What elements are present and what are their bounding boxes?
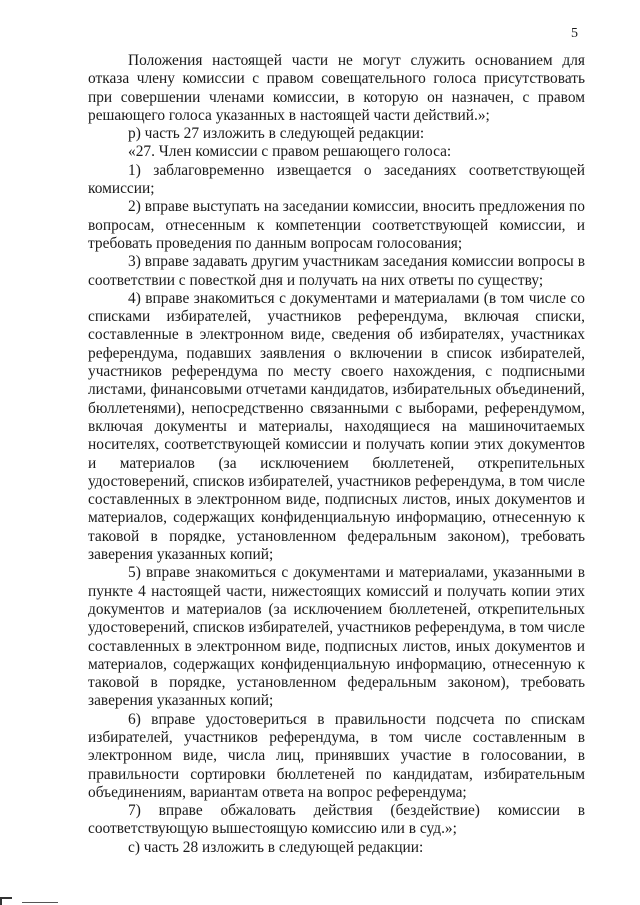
page-number: 5	[571, 26, 578, 41]
paragraph-item-2: 2) вправе выступать на заседании комиссии, вносить предложения по вопросам, отнесенным к компетенции соответствующей комиссии, и требовать проведения по данным вопросам голосования;	[88, 198, 585, 252]
paragraph-item-5: 5) вправе знакомиться с документами и материалами, указанными в пункте 4 настоящей части, нижестоящих комиссий и получать копии этих документов и материалов (за исключением бюллетеней, открепительных удостоверений, списков избирателей, участников референдума, в том числе составленных в электронном виде, подписных листов, иных документов и материалов, содержащих конфиденциальную информацию, отнесенную к таковой в порядке, установленном федеральным законом), требовать заверения указанных копий;	[88, 564, 585, 710]
paragraph-item-1: 1) заблаговременно извещается о заседаниях соответствующей комиссии;	[88, 161, 585, 198]
paragraph-part-27-heading: «27. Член комиссии с правом решающего голоса:	[128, 143, 452, 161]
paragraph-amendment-r: р) часть 27 изложить в следующей редакции:	[128, 125, 425, 143]
paragraph-observer-rights-closing: Положения настоящей части не могут служить основанием для отказа члену комиссии с правом совещательного голоса присутствовать при совершении членами комиссии, в которую он назначен, с правом решающего голоса указанных в настоящей части действий.»;	[88, 52, 585, 124]
paragraph-item-4: 4) вправе знакомиться с документами и материалами (в том числе со списками избирателей, участников референдума, включая списки, составленные в электронном виде, сведения об избирателях, участниках референдума, подавших заявления о включении в список избирателей, участников референдума по месту своего нахождения, с подписными листами, финансовыми отчетами кандидатов, избирательных объединений, бюллетенями), непосредственно связанными с выборами, референдумом, включая документы и материалы, находящиеся на машиночитаемых носителях, соответствующей комиссии и получать копии этих документов и материалов (за исключением бюллетеней, открепительных удостоверений, списков избирателей, участников референдума, в том числе составленных в электронном виде, подписных листов, иных документов и материалов, содержащих конфиденциальную информацию, отнесенную к таковой в порядке, установленном федеральным законом), требовать заверения указанных копий;	[88, 289, 585, 564]
paragraph-item-6: 6) вправе удостовериться в правильности подсчета по спискам избирателей, участников референдума, в том числе составленным в электронном виде, числа лиц, принявших участие в голосовании, в правильности сортировки бюллетеней по кандидатам, избирательным объединениям, вариантам ответа на вопрос референдума;	[88, 710, 585, 801]
scan-edge-line	[22, 902, 58, 903]
scan-corner-mark	[0, 897, 12, 905]
document-body	[88, 52, 585, 857]
paragraph-item-3: 3) вправе задавать другим участникам заседания комиссии вопросы в соответствии с повесткой дня и получать на них ответы по существу;	[88, 253, 585, 289]
paragraph-item-7: 7) вправе обжаловать действия (бездействие) комиссии в соответствующую вышестоящую комиссию или в суд.»;	[88, 802, 585, 838]
paragraph-amendment-s: с) часть 28 изложить в следующей редакции:	[128, 838, 424, 856]
